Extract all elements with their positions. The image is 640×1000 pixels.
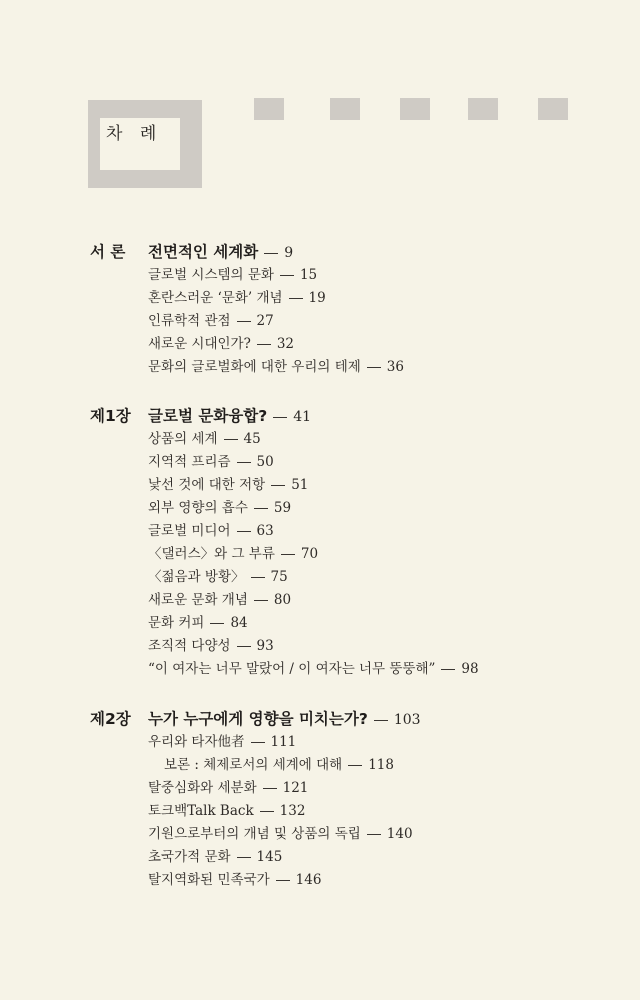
entry-page-number: 140 <box>386 826 413 842</box>
section-heading[interactable] <box>0 707 640 731</box>
entry-title: 문화의 글로벌화에 대한 우리의 테제 <box>148 359 361 375</box>
toc-entry[interactable] <box>148 356 404 379</box>
toc-entry[interactable] <box>148 520 274 543</box>
leader-dash <box>281 554 295 555</box>
section-title-line <box>148 404 311 429</box>
entry-title: 토크백Talk Back <box>148 803 254 819</box>
entry-page-number: 27 <box>256 313 274 329</box>
entry-title: 우리와 타자他者 <box>148 734 245 750</box>
entry-title: 조직적 다양성 <box>148 638 231 654</box>
entry-page-number: 75 <box>270 569 288 585</box>
toc-entry[interactable] <box>148 474 308 497</box>
decorative-square <box>254 98 284 120</box>
entry-title: 글로벌 시스템의 문화 <box>148 267 274 283</box>
entry-title: 기원으로부터의 개념 및 상품의 독립 <box>148 826 361 842</box>
entry-title: 초국가적 문화 <box>148 849 231 865</box>
toc-entry[interactable] <box>148 800 305 823</box>
leader-dash <box>348 765 362 766</box>
leader-dash <box>374 720 388 721</box>
leader-dash <box>251 742 265 743</box>
toc-entry[interactable] <box>148 612 248 635</box>
toc-entry[interactable] <box>148 846 282 869</box>
entry-title: 혼란스러운 ‘문화’ 개념 <box>148 290 283 306</box>
entry-title: 글로벌 미디어 <box>148 523 231 539</box>
entry-page-number: 98 <box>461 661 479 677</box>
entry-page-number: 132 <box>279 803 306 819</box>
entry-page-number: 84 <box>230 615 248 631</box>
toc-entry[interactable] <box>148 264 317 287</box>
entry-title: 인류학적 관점 <box>148 313 231 329</box>
leader-dash <box>276 880 290 881</box>
entry-page-number: 32 <box>276 336 295 352</box>
entry-title: 지역적 프리즘 <box>148 454 231 470</box>
section-heading[interactable] <box>0 404 640 428</box>
toc-entry[interactable] <box>148 589 291 612</box>
leader-dash <box>289 298 303 299</box>
entry-title: 〈젊음과 방황〉 <box>148 569 245 585</box>
toc-entry[interactable] <box>148 731 296 754</box>
section-title: 글로벌 문화융합? <box>148 407 268 425</box>
entry-page-number: 19 <box>308 290 326 306</box>
leader-dash <box>264 253 278 254</box>
toc-entry-subsection[interactable] <box>164 754 394 777</box>
section-label: 서 론 <box>90 243 126 261</box>
entry-page-number: 118 <box>368 757 394 773</box>
entry-page-number: 45 <box>243 431 261 447</box>
toc-entry[interactable] <box>148 497 291 520</box>
entry-title: 〈댈러스〉와 그 부류 <box>148 546 275 562</box>
entry-page-number: 50 <box>256 454 274 470</box>
leader-dash <box>260 811 274 812</box>
leader-dash <box>367 834 381 835</box>
toc-entry[interactable] <box>148 777 308 800</box>
entry-title: 보론 : 체제로서의 세계에 대해 <box>164 757 343 773</box>
section-page-number: 9 <box>284 245 294 261</box>
entry-page-number: 15 <box>299 267 318 283</box>
leader-dash <box>251 577 265 578</box>
entry-page-number: 80 <box>273 592 292 608</box>
toc-entry[interactable] <box>148 869 321 892</box>
toc-entry[interactable] <box>148 428 261 451</box>
leader-dash <box>237 462 251 463</box>
entry-page-number: 146 <box>295 872 322 888</box>
entry-title: 문화 커피 <box>148 615 205 631</box>
decorative-square <box>400 98 430 120</box>
leader-dash <box>273 417 287 418</box>
entry-page-number: 121 <box>282 780 309 796</box>
section-title: 누가 누구에게 영향을 미치는가? <box>148 710 368 728</box>
entry-title: 낯선 것에 대한 저항 <box>148 477 266 493</box>
toc-entry[interactable] <box>148 333 294 356</box>
leader-dash <box>237 646 251 647</box>
leader-dash <box>263 788 277 789</box>
toc-entry[interactable] <box>148 310 274 333</box>
entry-page-number: 93 <box>256 638 274 654</box>
entry-title: 탈지역화된 민족국가 <box>148 872 270 888</box>
leader-dash <box>441 669 455 670</box>
decorative-square <box>330 98 360 120</box>
entry-page-number: 63 <box>256 523 274 539</box>
entry-page-number: 59 <box>273 500 292 516</box>
section-heading[interactable] <box>0 240 640 264</box>
decorative-square <box>468 98 498 120</box>
entry-page-number: 145 <box>256 849 283 865</box>
leader-dash <box>254 508 268 509</box>
entry-title: 새로운 문화 개념 <box>148 592 248 608</box>
entry-title: 외부 영향의 흡수 <box>148 500 248 516</box>
decorative-squares <box>0 98 640 122</box>
leader-dash <box>271 485 285 486</box>
toc-title: 차 례 <box>106 124 163 144</box>
section-label: 제1장 <box>90 407 131 425</box>
toc-entry[interactable] <box>148 543 318 566</box>
leader-dash <box>210 623 224 624</box>
leader-dash <box>237 531 251 532</box>
leader-dash <box>237 321 251 322</box>
leader-dash <box>257 344 271 345</box>
section-title: 전면적인 세계화 <box>148 243 259 261</box>
section-page-number: 41 <box>293 409 312 425</box>
entry-page-number: 36 <box>386 359 404 375</box>
toc-entry[interactable] <box>148 287 326 310</box>
leader-dash <box>254 600 268 601</box>
toc-entry[interactable] <box>148 823 413 846</box>
leader-dash <box>237 857 251 858</box>
toc-entry[interactable] <box>148 451 274 474</box>
decorative-square <box>538 98 568 120</box>
section-title-line <box>148 240 293 265</box>
entry-title: 상품의 세계 <box>148 431 218 447</box>
section-label: 제2장 <box>90 710 131 728</box>
toc-entry[interactable] <box>148 566 288 589</box>
leader-dash <box>367 367 381 368</box>
entry-page-number: 111 <box>270 734 297 750</box>
entry-page-number: 70 <box>300 546 319 562</box>
entry-page-number: 51 <box>291 477 309 493</box>
leader-dash <box>280 275 294 276</box>
section-title-line <box>148 707 421 732</box>
entry-title: 탈중심화와 세분화 <box>148 780 257 796</box>
leader-dash <box>224 439 238 440</box>
toc-entry[interactable] <box>148 658 479 681</box>
toc-entry[interactable] <box>148 635 274 658</box>
section-page-number: 103 <box>393 712 421 728</box>
entry-title: 새로운 시대인가? <box>148 336 251 352</box>
entry-title: “이 여자는 너무 말랐어 / 이 여자는 너무 뚱뚱해” <box>148 661 436 677</box>
